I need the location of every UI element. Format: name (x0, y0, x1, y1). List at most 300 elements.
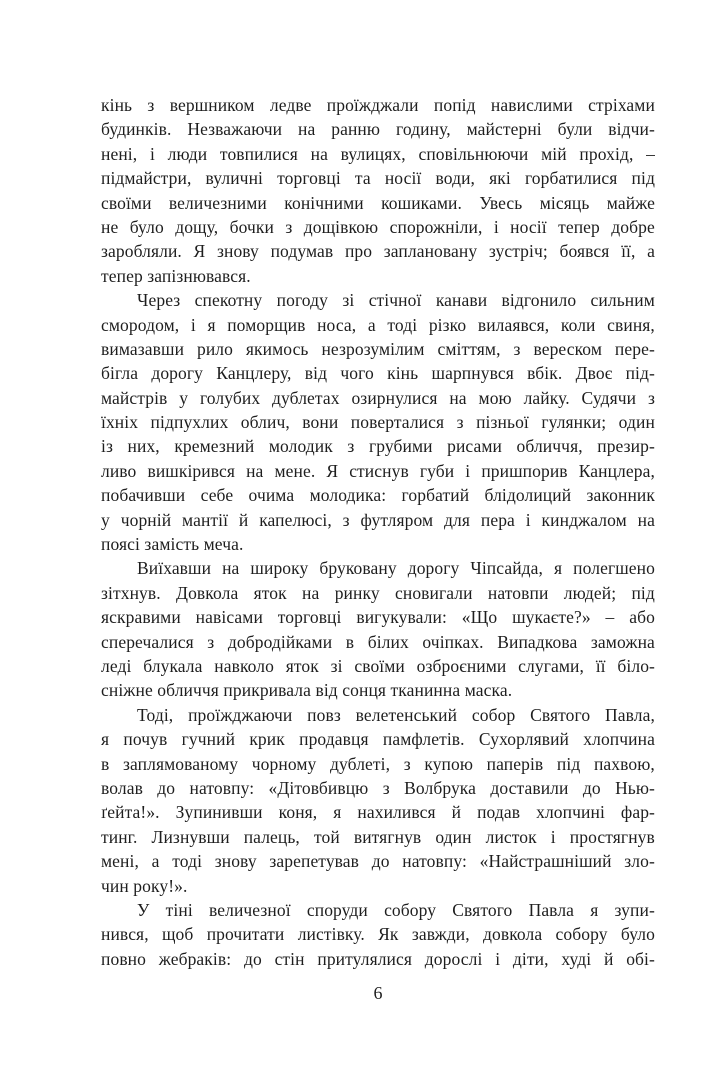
text-line (101, 215, 655, 239)
word: з (285, 216, 293, 237)
word: зарепетував (269, 851, 360, 872)
word: заплановану (383, 241, 478, 262)
word: пришпорив (481, 460, 568, 481)
word: торговці (277, 607, 342, 628)
word: з (403, 753, 411, 774)
word: бочки (229, 216, 274, 237)
word: Незважаючи (187, 119, 283, 140)
word: своїми (354, 655, 405, 676)
word: почув (123, 729, 168, 750)
word: було (620, 924, 655, 945)
word: облич, (240, 412, 290, 433)
word: – (646, 143, 655, 164)
text-line (101, 581, 655, 605)
word: навислими (490, 95, 573, 115)
word: зітхнув. (101, 582, 161, 603)
word: памфлетів. (382, 729, 465, 750)
word: Волбрука (404, 777, 476, 798)
word: в (101, 753, 110, 774)
word: навісами (195, 607, 263, 628)
word: блукала (143, 655, 203, 676)
text-line (101, 434, 655, 458)
word: й (238, 509, 249, 530)
word: проїжджали (326, 95, 419, 115)
word: я (554, 558, 563, 579)
word: до (157, 777, 176, 798)
word: вони (302, 412, 339, 433)
paragraph (101, 93, 655, 288)
word: подав (477, 802, 521, 823)
word: мантії (182, 509, 229, 530)
word: Виїхавши (137, 558, 212, 579)
word: погоду (276, 290, 328, 311)
word: простягнув (569, 826, 655, 847)
word: під (631, 582, 655, 603)
word: заробляли. (101, 241, 182, 262)
word: Тоді, (137, 704, 174, 725)
word: лайку. (523, 387, 570, 408)
word: і (550, 826, 556, 847)
word: У (137, 899, 150, 920)
word: заможна (590, 631, 655, 652)
word: Святого (452, 899, 513, 920)
word: на (298, 119, 316, 140)
word: на (637, 509, 655, 530)
word: смородом, (101, 314, 180, 335)
word: від (304, 363, 328, 384)
word: обі- (626, 948, 655, 969)
word: Нью- (615, 777, 655, 798)
word: листівку. (297, 924, 365, 945)
word: діти, (512, 948, 549, 969)
word: я (101, 729, 110, 750)
word: Лизнувши (151, 826, 230, 847)
word: годину, (395, 119, 451, 140)
text-line: чин року!». (101, 875, 188, 896)
word: волав (101, 777, 143, 798)
word: дощівкою (303, 216, 379, 237)
word: чого (340, 363, 374, 384)
word: її (595, 655, 606, 676)
word: у (101, 509, 110, 530)
word: шарпнувся (431, 363, 514, 384)
word: і (465, 460, 471, 481)
word: вишкірився (147, 460, 236, 481)
word: у (179, 387, 189, 408)
word: а (647, 241, 655, 262)
word: сновигали (394, 582, 473, 603)
word: були (557, 119, 593, 140)
word: вереском (533, 338, 602, 359)
text-line (101, 142, 655, 166)
word: Чіпсайда, (470, 558, 544, 579)
word: знову (214, 851, 257, 872)
word: поморщив (227, 314, 306, 335)
word: один (618, 412, 655, 433)
word: мій (541, 143, 567, 164)
word: величезними (168, 192, 267, 213)
word: горбатий (401, 485, 470, 506)
word: а (151, 851, 160, 872)
word: Довкола (176, 582, 239, 603)
word: озирнулися (351, 387, 438, 408)
word: хлопчина (583, 729, 655, 750)
word: на (222, 558, 240, 579)
word: Увесь (479, 192, 523, 213)
text-line (101, 337, 655, 361)
word: свиня, (607, 314, 655, 335)
word: і (495, 948, 501, 969)
word: тепер (558, 216, 600, 237)
word: з (513, 338, 521, 359)
word: вигукували: (356, 607, 447, 628)
word: Випадкова (497, 631, 578, 652)
text-line (101, 191, 655, 215)
word: я (333, 802, 342, 823)
word: і (149, 143, 155, 164)
word: бігла (101, 363, 139, 384)
word: нахилився (357, 802, 436, 823)
word: спекотну (194, 290, 263, 311)
word: гулянки; (541, 412, 607, 433)
word: яток (253, 582, 287, 603)
word: жебраків: (158, 948, 232, 969)
word: незрозумілим (321, 338, 425, 359)
word: й (451, 802, 462, 823)
word: Канцлера, (578, 460, 655, 481)
word: паперів (486, 753, 544, 774)
word: Я (326, 460, 339, 481)
word: Судячи (581, 387, 637, 408)
word: майстрів (101, 387, 168, 408)
word: завжди, (411, 924, 470, 945)
word: чорній (120, 509, 172, 530)
text-line (101, 922, 655, 946)
word: яскравими (101, 607, 181, 628)
word: стиснув (349, 460, 409, 481)
word: Канцлеру, (216, 363, 292, 384)
text-line (101, 727, 655, 751)
word: щоб (161, 924, 194, 945)
word: якимось (245, 338, 309, 359)
word: молодика: (309, 485, 387, 506)
word: побачивши (101, 485, 186, 506)
word: Через (137, 290, 181, 311)
word: пере- (614, 338, 655, 359)
word: канави (435, 290, 488, 311)
word: було (129, 216, 164, 237)
word: з (456, 412, 464, 433)
paragraph (101, 703, 655, 898)
word: палець, (243, 826, 300, 847)
word: величезної (208, 899, 291, 920)
word: тоді (172, 851, 203, 872)
paragraph (101, 556, 655, 702)
text-line (101, 386, 655, 410)
word: подумав (270, 241, 334, 262)
word: їхніх (101, 412, 139, 433)
word: шукаєте?» (512, 607, 591, 628)
word: грубими (368, 436, 433, 457)
word: носії (384, 168, 422, 189)
word: них, (127, 436, 160, 457)
word: а (367, 314, 376, 335)
word: кінь (387, 363, 419, 384)
word: Павла (528, 899, 575, 920)
text-line (101, 361, 655, 385)
word: мене. (274, 460, 316, 481)
word: зло- (624, 851, 655, 872)
word: Я (193, 241, 206, 262)
word: кинджалом (541, 509, 627, 530)
word: чорному (251, 753, 317, 774)
word: і (493, 216, 499, 237)
word: ранню (331, 119, 381, 140)
word: добре (611, 216, 655, 237)
word: для (444, 509, 471, 530)
word: води, (435, 168, 476, 189)
word: під- (625, 363, 655, 384)
word: широку (250, 558, 309, 579)
word: я (207, 314, 216, 335)
word: на (302, 582, 320, 603)
word: підмайстри, (101, 168, 192, 189)
word: з (207, 631, 215, 652)
word: до (243, 948, 262, 969)
text-line (101, 654, 655, 678)
text-line: тепер запізнювався. (101, 265, 251, 286)
word: до (582, 777, 601, 798)
word: витягнув (353, 826, 422, 847)
word: – (605, 607, 615, 628)
word: ґейта!». (101, 802, 160, 823)
word: підпухлих (150, 412, 229, 433)
word: вершником (169, 95, 255, 115)
word: «Що (461, 607, 498, 628)
word: кремезний (174, 436, 255, 457)
word: відгонило (501, 290, 577, 311)
word: натовпи (487, 582, 549, 603)
word: носії (510, 216, 547, 237)
word: дорогу (407, 558, 460, 579)
word: білих (367, 631, 409, 652)
text-block (101, 93, 655, 971)
word: бруковану (319, 558, 397, 579)
word: боявся (559, 241, 610, 262)
word: вуличні (205, 168, 264, 189)
text-line (101, 703, 655, 727)
word: спорожніли, (389, 216, 483, 237)
word: майстерні (466, 119, 542, 140)
word: із (101, 436, 113, 457)
word: дощу, (175, 216, 219, 237)
word: або (629, 607, 655, 628)
text-line (101, 849, 655, 873)
word: вимазавши (101, 338, 185, 359)
text-line (101, 483, 655, 507)
word: місяць (539, 192, 590, 213)
text-line (101, 288, 655, 312)
word: футляром (360, 509, 434, 530)
text-line (101, 825, 655, 849)
word: полегшено (573, 558, 655, 579)
word: вбік. (527, 363, 563, 384)
word: собору (555, 924, 608, 945)
word: про (344, 241, 373, 262)
word: законник (586, 485, 655, 506)
word: хлопчині (536, 802, 605, 823)
word: сильним (590, 290, 655, 311)
text-line (101, 898, 655, 922)
word: носа, (317, 314, 357, 335)
word: які (489, 168, 511, 189)
word: горбатилися (524, 168, 618, 189)
word: яток (285, 655, 319, 676)
word: купою (424, 753, 474, 774)
text-line (101, 410, 655, 434)
word: не (101, 216, 119, 237)
word: дублеті, (330, 753, 391, 774)
word: той (313, 826, 340, 847)
word: крик (249, 729, 285, 750)
word: конічними (284, 192, 364, 213)
word: кінь (101, 95, 133, 115)
word: з (342, 509, 350, 530)
word: різко (428, 314, 467, 335)
word: пахвою, (593, 753, 655, 774)
word: обличчя, (516, 436, 583, 457)
word: ливо (101, 460, 137, 481)
word: навколо (214, 655, 274, 676)
text-line: поясі замість меча. (101, 534, 244, 555)
word: один (435, 826, 472, 847)
word: Сухорлявий (478, 729, 570, 750)
word: й (603, 948, 614, 969)
word: тоді (387, 314, 418, 335)
word: продавця (299, 729, 369, 750)
word: та (354, 168, 371, 189)
word: натовпу: (189, 777, 255, 798)
word: пізньої (476, 412, 529, 433)
word: себе (200, 485, 234, 506)
word: кошиками. (381, 192, 462, 213)
word: і (190, 314, 196, 335)
word: люди (167, 143, 208, 164)
word: під (631, 168, 655, 189)
text-line (101, 313, 655, 337)
word: стін (274, 948, 305, 969)
page-number: 6 (373, 983, 383, 1003)
word: губи (419, 460, 455, 481)
word: тіні (165, 899, 193, 920)
word: проїжджаючи (188, 704, 293, 725)
word: озброєними (416, 655, 507, 676)
word: голубих (199, 387, 261, 408)
word: споруди (306, 899, 368, 920)
word: повно (101, 948, 146, 969)
word: нився, (101, 924, 149, 945)
word: ледве (269, 95, 312, 115)
paragraph (101, 288, 655, 556)
word: листок (485, 826, 537, 847)
word: натовпу: (402, 851, 467, 872)
word: очіпках. (422, 631, 484, 652)
word: сміттям, (437, 338, 501, 359)
word: і (525, 509, 531, 530)
text-line (101, 752, 655, 776)
word: Як (378, 924, 399, 945)
word: рило (196, 338, 233, 359)
word: своїми (101, 192, 152, 213)
word: слугами, (518, 655, 584, 676)
word: вулицях, (340, 143, 406, 164)
word: Зупинивши (175, 802, 263, 823)
word: нені, (101, 143, 138, 164)
word: поверталися (350, 412, 445, 433)
word: зустріч; (488, 241, 548, 262)
text-line (101, 93, 655, 117)
text-line (101, 947, 655, 971)
word: зупи- (614, 899, 655, 920)
word: до (371, 851, 390, 872)
text-line (101, 117, 655, 141)
word: блідолиций (484, 485, 572, 506)
word: леді (101, 655, 132, 676)
word: доставили (490, 777, 569, 798)
word: добродійками (227, 631, 333, 652)
word: дорогу (151, 363, 204, 384)
word: коня, (278, 802, 318, 823)
word: мою (478, 387, 512, 408)
word: в (345, 631, 355, 652)
word: я (590, 899, 599, 920)
word: коли (560, 314, 596, 335)
text-line (101, 605, 655, 629)
text-line (101, 556, 655, 580)
text-line (101, 776, 655, 800)
word: торговці (277, 168, 341, 189)
word: прочитати (206, 924, 285, 945)
word: «Дітовбивцю (268, 777, 369, 798)
word: вилаявся, (477, 314, 550, 335)
text-line (101, 508, 655, 532)
text-line (101, 630, 655, 654)
word: дорослі (424, 948, 483, 969)
word: зі (342, 290, 355, 311)
word: молодик (268, 436, 333, 457)
word: сповільнюючи (418, 143, 529, 164)
text-line (101, 459, 655, 483)
text-line: сніжне обличчя прикривала від сонця тканинна маска. (101, 680, 513, 701)
word: майже (606, 192, 655, 213)
word: товпилися (219, 143, 298, 164)
word: презир- (597, 436, 655, 457)
text-line (101, 239, 655, 263)
word: на (310, 143, 328, 164)
word: собор (471, 704, 516, 725)
word: біло- (617, 655, 655, 676)
word: відчи- (608, 119, 655, 140)
word: попід (433, 95, 476, 115)
word: з (382, 777, 390, 798)
word: знову (216, 241, 259, 262)
word: з (347, 436, 355, 457)
word: довкола (483, 924, 543, 945)
word: сперечалися (101, 631, 194, 652)
word: Двоє (575, 363, 613, 384)
word: притулялися (317, 948, 413, 969)
word: велетенський (355, 704, 458, 725)
